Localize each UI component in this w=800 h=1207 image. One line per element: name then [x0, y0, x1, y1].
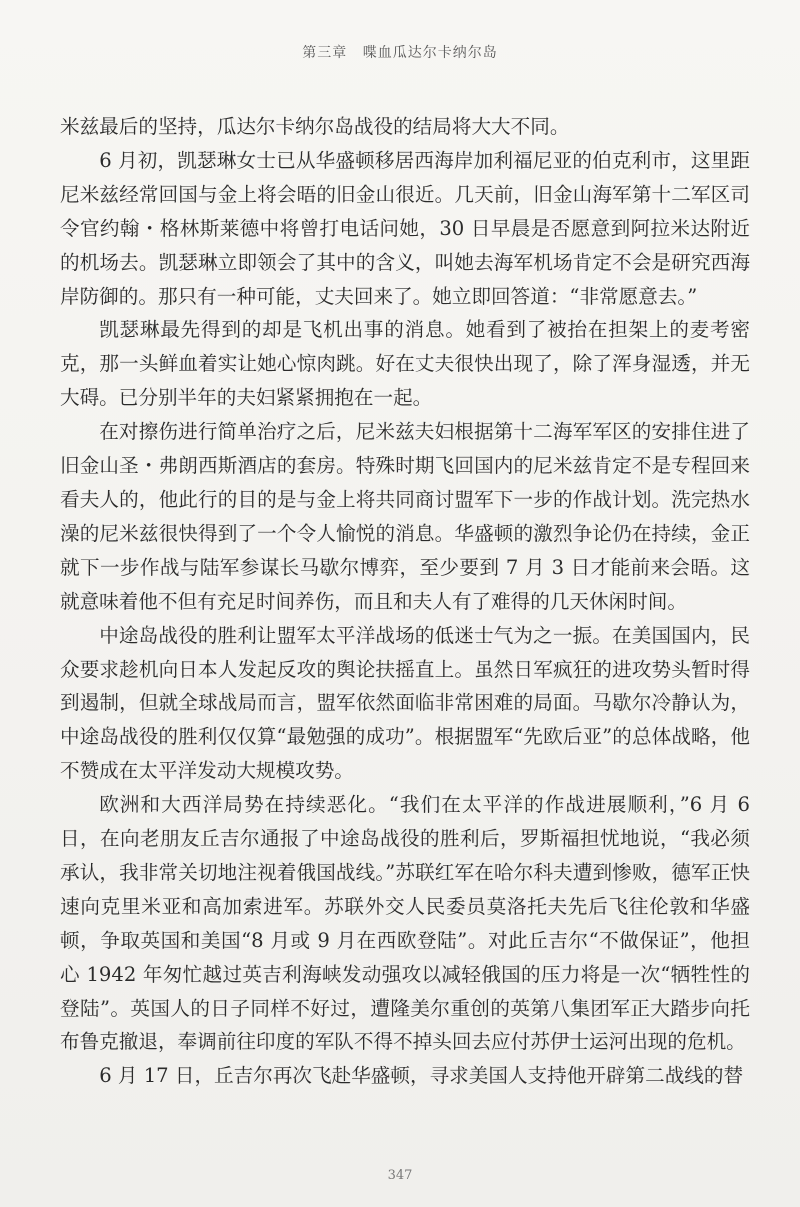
paragraph: 6 月初，凯瑟琳女士已从华盛顿移居西海岸加利福尼亚的伯克利市，这里距尼米兹经常回国与金上将会晤的旧金山很近。几天前，旧金山海军第十二军区司令官约翰・格林斯莱德中将曾打电话问她，30 日早晨是否愿意到阿拉米达附近的机场去。凯瑟琳立即领会了其中的含义，叫她去海军机场肯定不会是研究西海岸防御的。那只有一种可能，丈夫回来了。她立即回答道：“非常愿意去。”	[60, 148, 750, 308]
chapter-title: 喋血瓜达尔卡纳尔岛	[362, 45, 498, 61]
paragraph: 欧洲和大西洋局势在持续恶化。“我们在太平洋的作战进展顺利，”6 月 6 日，在向老朋友丘吉尔通报了中途岛战役的胜利后，罗斯福担忧地说，“我必须承认，我非常关切地注视着俄国战线。”苏联红军在哈尔科夫遭到惨败，德军正快速向克里米亚和高加索进军。苏联外交人民委员莫洛托夫先后飞往伦敦和华盛顿，争取英国和美国“8 月或 9 月在西欧登陆”。对此丘吉尔“不做保证”，他担心 1942 年匆忙越过英吉利海峡发动强攻以减轻俄国的压力将是一次“牺牲性的登陆”。英国人的日子同样不好过，遭隆美尔重创的英第八集团军正大踏步向托布鲁克撤退，奉调前往印度的军队不得不掉头回去应付苏伊士运河出现的危机。	[60, 793, 750, 1054]
paragraph: 中途岛战役的胜利让盟军太平洋战场的低迷士气为之一振。在美国国内，民众要求趁机向日本人发起反攻的舆论扶摇直上。虽然日军疯狂的进攻势头暂时得到遏制，但就全球战局而言，盟军依然面临非常困难的局面。马歇尔冷静认为，中途岛战役的胜利仅仅算“最勉强的成功”。根据盟军“先欧后亚”的总体战略，他不赞成在太平洋发动大规模攻势。	[60, 623, 750, 783]
page-number: 347	[387, 1168, 413, 1183]
paragraph: 6 月 17 日，丘吉尔再次飞赴华盛顿，寻求美国人支持他开辟第二战线的替	[99, 1064, 744, 1088]
paragraph-continued: 米兹最后的坚持，瓜达尔卡纳尔岛战役的结局将大大不同。	[60, 115, 570, 138]
body-text	[60, 110, 750, 1093]
chapter-label: 第三章	[302, 45, 348, 61]
paragraph: 在对擦伤进行简单治疗之后，尼米兹夫妇根据第十二海军军区的安排住进了旧金山圣・弗朗西斯酒店的套房。特殊时期飞回国内的尼米兹肯定不是专程回来看夫人的，他此行的目的是与金上将共同商讨盟军下一步的作战计划。洗完热水澡的尼米兹很快得到了一个令人愉悦的消息。华盛顿的激烈争论仍在持续，金正就下一步作战与陆军参谋长马歇尔博弈，至少要到 7 月 3 日才能前来会晤。这就意味着他不但有充足时间养伤，而且和夫人有了难得的几天休闲时间。	[60, 420, 750, 613]
running-head	[0, 42, 800, 62]
paragraph: 凯瑟琳最先得到的却是飞机出事的消息。她看到了被抬在担架上的麦考密克，那一头鲜血着实让她心惊肉跳。好在丈夫很快出现了，除了浑身湿透，并无大碍。已分别半年的夫妇紧紧拥抱在一起。	[60, 318, 750, 410]
